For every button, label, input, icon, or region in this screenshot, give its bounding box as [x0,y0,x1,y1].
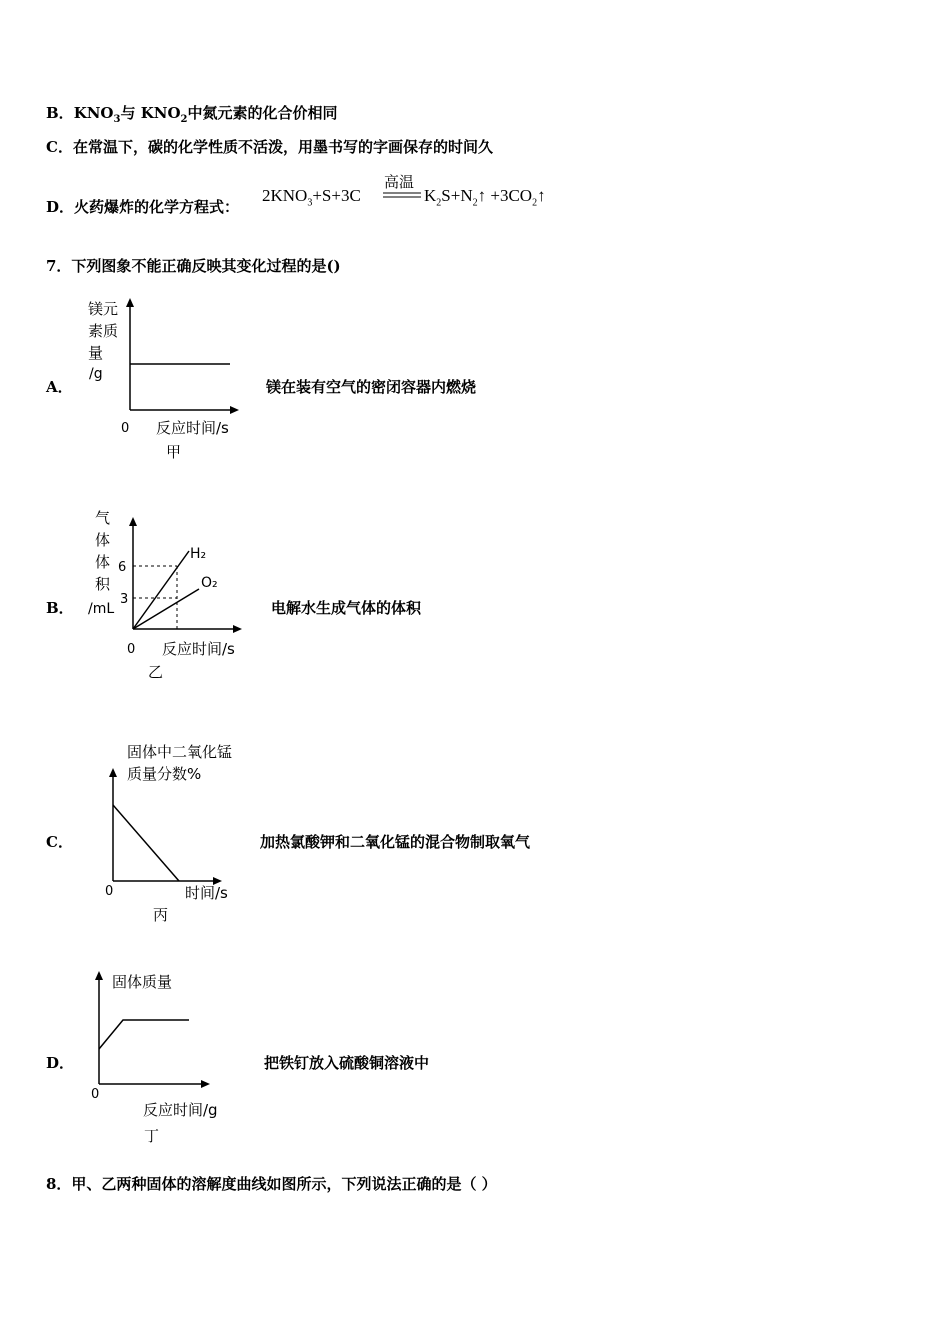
graph-b-h2-label: H₂ [190,546,207,562]
graph-b-y-arrow [129,517,137,526]
graph-d-x-arrow [201,1080,210,1088]
question-7-title: 7．下列图象不能正确反映其变化过程的是() [46,257,341,275]
graph-a-origin: 0 [121,421,130,436]
graph-a-y-arrow [126,298,134,307]
question-8-title: 8．甲、乙两种固体的溶解度曲线如图所示，下列说法正确的是（ ） [46,1175,497,1193]
graph-b-x-arrow [233,625,242,633]
graph-c-caption: 丙 [153,906,169,924]
eq-right-sub-2: 2 [472,197,478,209]
eq-left-sub: 3 [307,197,313,209]
graph-b-xlabel: 反应时间/s [162,640,235,658]
graph-c-series-line [113,805,179,881]
option-b-prefix: B． [46,104,74,122]
graph-a-ylabel-1: 镁元 [88,300,119,318]
eq-right-sub-1: 2 [436,197,442,209]
graph-a-description: 镁在装有空气的密闭容器内燃烧 [266,378,477,396]
graph-b-ytick-6: 6 [118,560,127,575]
graph-a-caption: 甲 [166,443,182,461]
graph-b [85,505,265,685]
graph-d-xlabel: 反应时间/g [143,1101,218,1119]
graph-c-ylabel-1: 固体中二氧化锰 [127,743,233,761]
equation-left [262,186,361,208]
graph-b-ylabel-3: 体 [95,553,111,571]
eq-left-2: +S+3C [312,186,361,205]
graph-b-ylabel-1: 气 [95,509,111,527]
eq-left-1: 2KNO [262,186,308,205]
eq-right-3: ↑ +3CO [477,186,533,205]
option-b-text-1: KNO [73,104,114,122]
graph-c [95,735,295,925]
graph-b-ytick-3: 3 [120,592,129,607]
graph-b-ylabel-4: 积 [95,575,111,593]
graph-c-xlabel: 时间/s [185,884,228,902]
graph-b-option: B． [46,599,74,617]
graph-b-h2-line [133,551,189,629]
graph-a-ylabel-3: 量 [88,344,104,362]
graph-c-description: 加热氯酸钾和二氧化锰的混合物制取氧气 [260,833,531,851]
option-b-text-3: 中氮元素的化合价相同 [187,104,338,122]
option-b [46,102,338,125]
graph-a-xlabel: 反应时间/s [156,419,229,437]
eq-right-4: ↑ [537,186,546,205]
graph-d-series-line [99,1020,189,1049]
graph-d-caption: 丁 [144,1127,160,1145]
graph-a [80,290,260,470]
graph-c-ylabel-2: 质量分数% [127,765,202,783]
equation-right [424,186,546,208]
graph-b-origin: 0 [127,642,136,657]
option-b-sub-2: 2 [180,114,188,125]
graph-c-y-arrow [109,768,117,777]
graph-b-caption: 乙 [148,663,164,681]
graph-d-ylabel: 固体质量 [112,973,173,991]
graph-d-option: D． [46,1054,75,1072]
eq-right-2: S+N [441,186,473,205]
graph-a-x-arrow [230,406,239,414]
graph-a-ylabel-2: 素质 [88,322,119,340]
graph-b-ylabel-5: /mL [88,601,115,617]
graph-a-ylabel-4: /g [89,366,103,382]
option-b-sub-1: 3 [113,114,121,125]
eq-right-1: K [424,186,437,205]
graph-b-o2-line [133,589,199,629]
equation-double-line [383,191,423,199]
graph-b-o2-label: O₂ [201,575,218,591]
option-c: C．在常温下，碳的化学性质不活泼，用墨书写的字画保存的时间久 [46,138,493,156]
graph-d [85,965,285,1145]
graph-d-description: 把铁钉放入硫酸铜溶液中 [264,1054,430,1072]
graph-d-y-arrow [95,971,103,980]
graph-b-ylabel-2: 体 [95,531,111,549]
graph-a-option: A． [46,378,73,396]
graph-c-option: C． [46,833,73,851]
option-d: D．火药爆炸的化学方程式： [46,198,240,216]
eq-right-sub-3: 2 [532,197,538,209]
option-b-text-2: 与 KNO [120,104,181,122]
equation-condition: 高温 [384,175,415,191]
graph-b-description: 电解水生成气体的体积 [271,599,422,617]
graph-d-origin: 0 [91,1087,100,1102]
graph-c-origin: 0 [105,884,114,899]
